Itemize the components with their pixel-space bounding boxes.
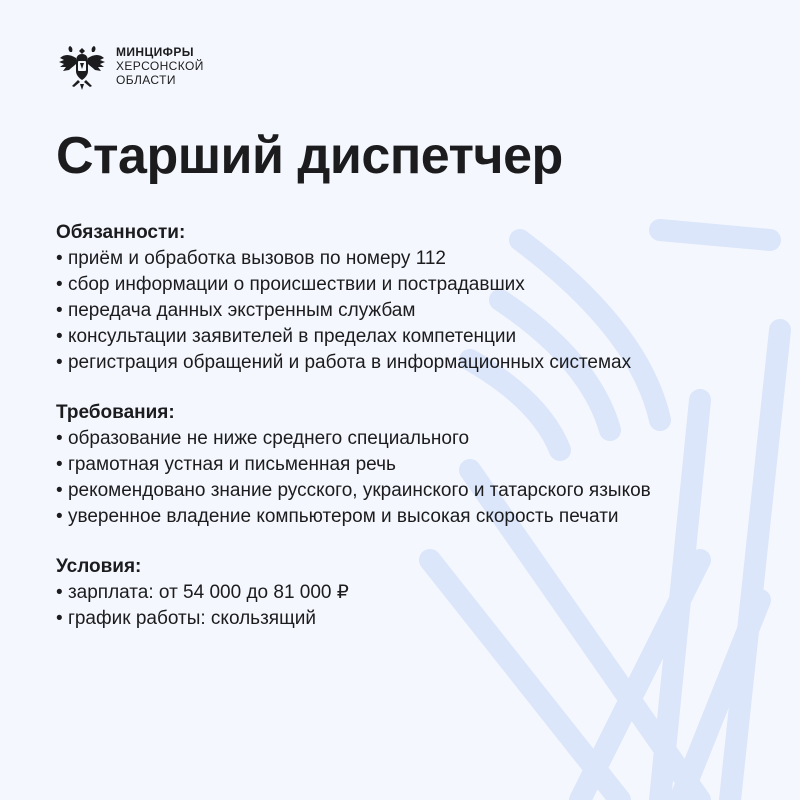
list-item: • образование не ниже среднего специального	[56, 426, 746, 452]
org-name-line1: МИНЦИФРЫ	[116, 45, 194, 59]
list-item: • консультации заявителей в пределах компетенции	[56, 324, 746, 350]
list-item: • зарплата: от 54 000 до 81 000 ₽	[56, 580, 746, 606]
section-title: Условия:	[56, 556, 142, 577]
org-name	[116, 45, 204, 87]
list-item: • рекомендовано знание русского, украинского и татарского языков	[56, 478, 746, 504]
org-name-line2: ХЕРСОНСКОЙ	[116, 59, 204, 73]
section-conditions	[56, 554, 746, 632]
vacancy-details	[56, 220, 746, 656]
list-item: • передача данных экстренным службам	[56, 298, 746, 324]
section-requirements	[56, 400, 746, 530]
section-title: Обязанности:	[56, 222, 186, 243]
list-item: • регистрация обращений и работа в информационных системах	[56, 350, 746, 376]
list-item: • приём и обработка вызовов по номеру 112	[56, 246, 746, 272]
double-headed-eagle-icon	[56, 40, 108, 92]
list-item: • сбор информации о происшествии и пострадавших	[56, 272, 746, 298]
section-duties	[56, 220, 746, 376]
list-item: • уверенное владение компьютером и высокая скорость печати	[56, 504, 746, 530]
list-item: • график работы: скользящий	[56, 606, 746, 632]
org-name-line3: ОБЛАСТИ	[116, 73, 176, 87]
vacancy-title: Старший диспетчер	[56, 127, 563, 185]
org-logo	[56, 40, 204, 92]
list-item: • грамотная устная и письменная речь	[56, 452, 746, 478]
section-title: Требования:	[56, 402, 175, 423]
